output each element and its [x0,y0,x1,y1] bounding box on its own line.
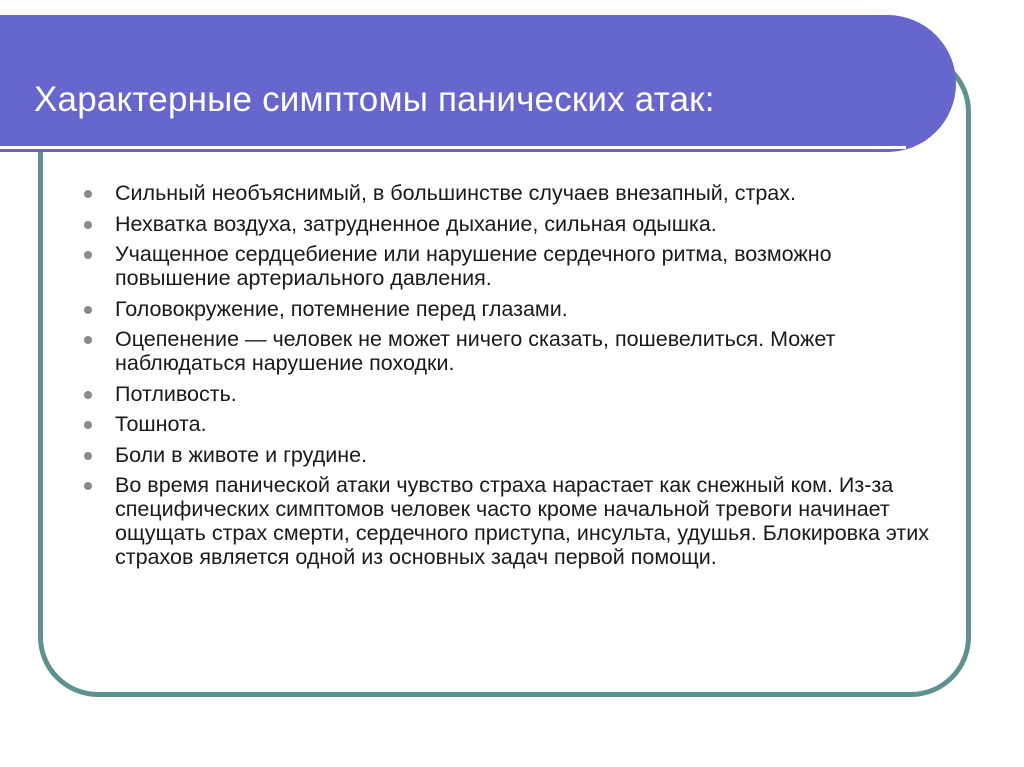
bullet-text: Оцепенение — человек не может ничего сказать, пошевелиться. Может наблюдаться нарушение походки. [115,327,836,375]
title-bar [0,15,956,152]
bullet-text: Тошнота. [115,412,207,436]
bullet-dot-icon [84,221,92,229]
bullet-text: Во время панической атаки чувство страха нарастает как снежный ком. Из-за специфических симптомов человек часто кроме начальной тревоги начинает ощущать страх смерти, сердечного приступа, инсульта, удушья. Блокировка этих страхов является одной из основных задач первой помощи. [115,473,930,569]
list-item [80,412,940,436]
bullet-dot-icon [84,251,92,259]
list-item [80,297,940,321]
list-item [80,473,940,569]
bullet-dot-icon [84,482,92,490]
list-item [80,212,940,236]
bullet-dot-icon [84,391,92,399]
bullet-text: Сильный необъяснимый, в большинстве случаев внезапный, страх. [115,181,796,205]
bullet-list [80,181,940,576]
bullet-text: Головокружение, потемнение перед глазами. [115,296,568,321]
list-item [80,443,940,467]
bullet-dot-icon [84,421,92,429]
bullet-text: Потливость. [115,381,237,406]
bullet-dot-icon [84,306,92,314]
list-item [80,181,940,205]
list-item [80,242,940,290]
bullet-dot-icon [84,452,92,460]
bullet-text: Боли в животе и грудине. [115,442,368,467]
list-item [80,382,940,406]
bullet-text: Учащенное сердцебиение или нарушение сердечного ритма, возможно повышение артериального давления. [115,242,832,290]
list-item [80,327,940,375]
bullet-dot-icon [84,336,92,344]
bullet-dot-icon [84,190,92,198]
bullet-text: Нехватка воздуха, затрудненное дыхание, сильная одышка. [115,211,717,236]
slide-title: Характерные симптомы панических атак: [34,80,715,119]
title-underline [0,146,906,149]
